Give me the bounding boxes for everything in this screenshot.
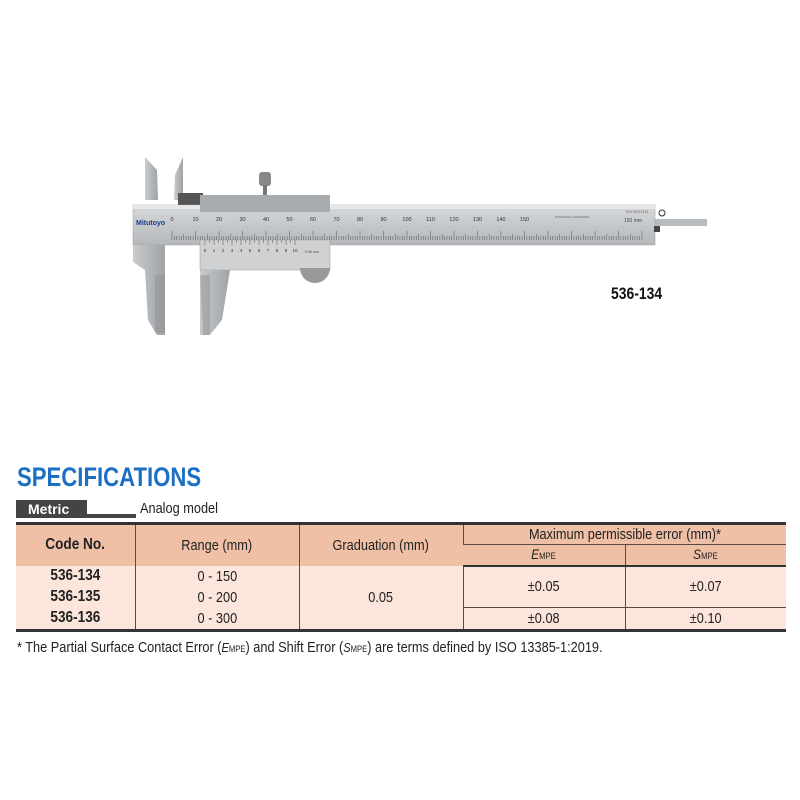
metric-tab: Metric bbox=[16, 500, 87, 518]
header-graduation: Graduation (mm) bbox=[299, 524, 463, 566]
range-mark: 150 mm bbox=[624, 218, 643, 224]
scale-label: 60 bbox=[309, 217, 317, 223]
vernier-label: 6 bbox=[257, 248, 261, 253]
material-mark: STAINLESS HARDENED bbox=[555, 215, 589, 219]
vernier-label: 1 bbox=[212, 248, 216, 253]
code-cell: 536-135 bbox=[16, 587, 135, 608]
vernier-label: 4 bbox=[239, 248, 243, 253]
smpe-cell: ±0.07 bbox=[625, 566, 786, 608]
fixed-upper-jaw bbox=[145, 157, 158, 200]
vernier-label: 9 bbox=[284, 248, 288, 253]
lock-screw bbox=[259, 172, 271, 186]
qr-code-icon bbox=[654, 226, 660, 232]
scale-label: 30 bbox=[239, 217, 246, 223]
thumb-roller bbox=[300, 268, 330, 283]
vernier-label: 5 bbox=[248, 248, 252, 253]
vernier-label: 3 bbox=[230, 248, 234, 253]
code-cell: 536-136 bbox=[16, 608, 135, 631]
code-cell: 536-134 bbox=[16, 566, 135, 587]
scale-label: 50 bbox=[286, 217, 293, 223]
depth-rod bbox=[655, 219, 707, 226]
specifications-heading: SPECIFICATIONS bbox=[17, 462, 202, 492]
vernier-label: 10 bbox=[292, 248, 298, 253]
scale-label: 20 bbox=[215, 217, 223, 223]
range-cell: 0 - 200 bbox=[135, 587, 299, 608]
mark-icon bbox=[659, 210, 665, 216]
footnote: * The Partial Surface Contact Error (EMPE) and Shift Error (SMPE) are terms defined by ISO 13385-1:2019. bbox=[17, 639, 603, 656]
scale-label: 10 bbox=[192, 217, 199, 223]
vernier-unit: 0.05 mm bbox=[305, 250, 319, 254]
header-code: Code No. bbox=[16, 524, 135, 566]
tab-underline bbox=[87, 514, 136, 518]
vernier-label: 0 bbox=[203, 248, 207, 253]
header-mpe: Maximum permissible error (mm)* bbox=[463, 524, 786, 545]
empe-cell: ±0.05 bbox=[463, 566, 625, 608]
header-empe: EMPE bbox=[463, 545, 625, 566]
scale-label: 120 bbox=[449, 217, 459, 223]
scale-label: 90 bbox=[380, 217, 387, 223]
graduation-cell: 0.05 bbox=[299, 566, 463, 631]
specifications-table bbox=[16, 522, 786, 632]
main-scale-ticks bbox=[172, 231, 642, 240]
header-smpe: SMPE bbox=[625, 545, 786, 566]
scale-label: 130 bbox=[472, 217, 483, 223]
smpe-cell: ±0.10 bbox=[625, 608, 786, 631]
scale-label: 110 bbox=[426, 217, 435, 223]
scale-label: 40 bbox=[262, 217, 270, 223]
empe-cell: ±0.08 bbox=[463, 608, 625, 631]
slider bbox=[200, 195, 330, 212]
header-range: Range (mm) bbox=[135, 524, 299, 566]
serial-number: S/N 90167413 bbox=[626, 210, 649, 214]
scale-label: 70 bbox=[333, 217, 340, 223]
scale-label: 100 bbox=[402, 217, 412, 223]
scale-label: 140 bbox=[496, 217, 506, 223]
vernier-label: 8 bbox=[275, 248, 279, 253]
model-type: Analog model bbox=[140, 500, 218, 517]
scale-label: 150 bbox=[519, 217, 530, 223]
scale-label: 80 bbox=[356, 217, 364, 223]
range-cell: 0 - 300 bbox=[135, 608, 299, 631]
brand-logo: Mitutoyo bbox=[136, 220, 166, 227]
vernier-label: 2 bbox=[221, 248, 225, 253]
range-cell: 0 - 150 bbox=[135, 566, 299, 587]
scale-label: 0 bbox=[170, 217, 174, 223]
vernier-label: 7 bbox=[266, 248, 270, 253]
table-row bbox=[16, 566, 786, 587]
model-label: 536-134 bbox=[611, 284, 663, 303]
